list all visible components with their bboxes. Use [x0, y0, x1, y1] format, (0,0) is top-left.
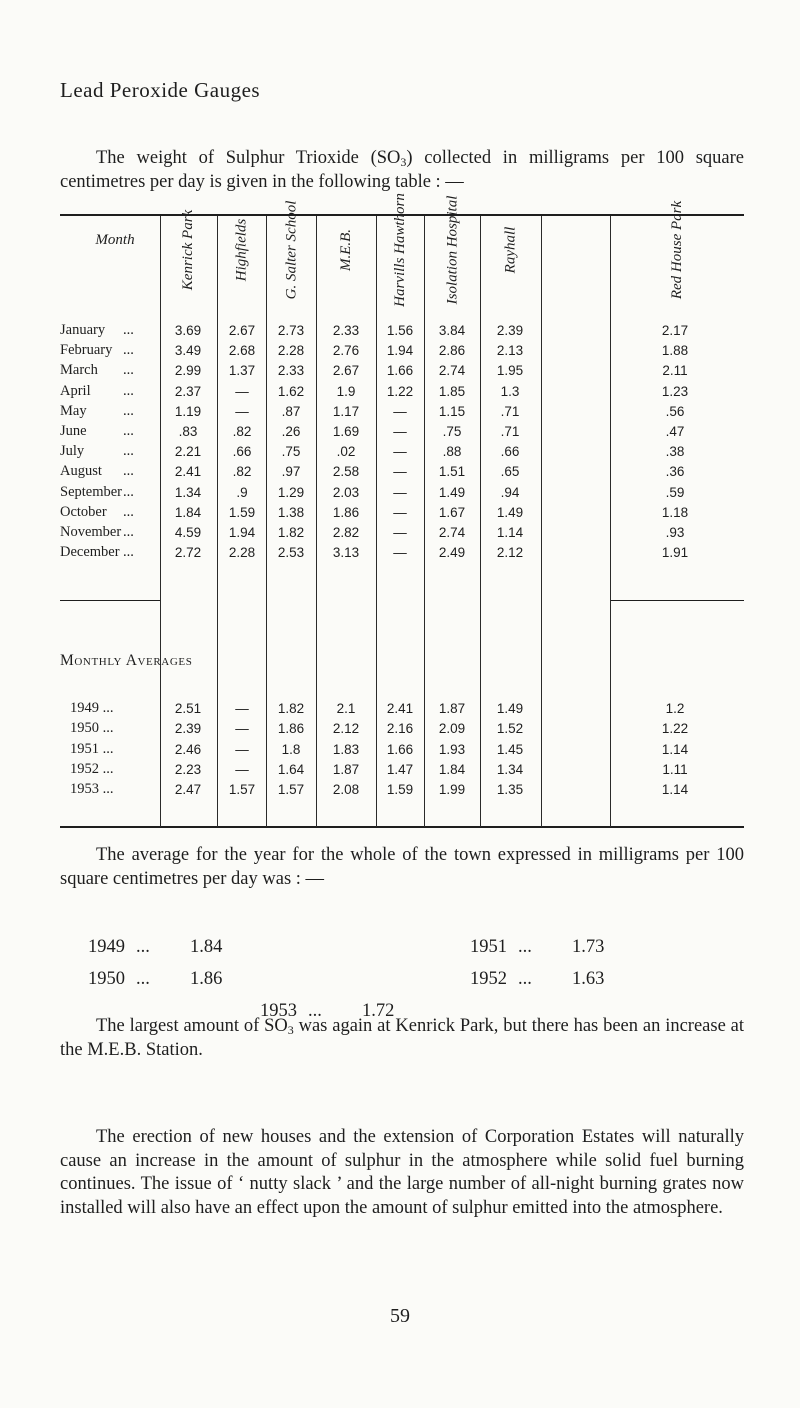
column-header: G. Salter School	[283, 200, 299, 300]
monthly-averages-heading	[60, 652, 192, 670]
table-cell: 1.95	[496, 363, 524, 379]
table-cell: .56	[665, 403, 685, 419]
column-header: Highfields	[233, 218, 250, 282]
year-average-dots: ...	[136, 969, 150, 989]
row-label: March	[60, 362, 98, 379]
table-cell: 2.72	[174, 545, 202, 561]
column-header: Harvills Hawthorn	[392, 193, 409, 307]
row-label: 1952 ...	[70, 760, 114, 777]
table-cell: 2.49	[438, 545, 466, 561]
table-cell: 2.67	[228, 323, 256, 338]
table-cell: 1.59	[386, 782, 414, 798]
table-cell: 1.14	[496, 525, 524, 540]
table-cell: 1.64	[277, 761, 305, 777]
column-rule	[217, 216, 218, 827]
year-average-value: 1.63	[572, 969, 605, 989]
year-average-dots: ...	[518, 937, 532, 957]
table-cell: 2.33	[332, 323, 360, 338]
average-paragraph: The average for the year for the whole of the town expressed in milligrams per 100 square centimetres per day was : —	[60, 845, 744, 889]
table-cell: 2.74	[438, 363, 466, 379]
table-cell: 1.14	[661, 782, 689, 798]
table-cell: 3.84	[438, 323, 466, 338]
leader-dots: ...	[123, 463, 134, 480]
table-cell: 1.52	[496, 721, 524, 737]
leader-dots: ...	[123, 362, 134, 379]
table-cell: —	[393, 444, 407, 460]
row-label: February	[60, 342, 113, 359]
table-cell: 1.49	[496, 504, 524, 520]
table-cell: 2.23	[174, 761, 202, 777]
row-label: June	[60, 423, 87, 439]
year-average-dots: ...	[308, 1001, 322, 1021]
table-cell: 1.51	[438, 464, 466, 480]
table-cell: 1.37	[228, 363, 256, 379]
year-average-dots: ...	[518, 969, 532, 989]
page-number: 59	[390, 1305, 410, 1327]
table-cell: —	[235, 701, 249, 716]
table-cell: 2.28	[277, 343, 305, 359]
table-cell: 1.94	[228, 525, 256, 540]
table-cell: 1.14	[661, 741, 689, 757]
column-rule	[316, 216, 317, 827]
year-average-value: 1.84	[190, 937, 223, 957]
row-label: 1953 ...	[70, 781, 114, 798]
table-cell: —	[235, 741, 249, 757]
table-cell: 1.29	[277, 484, 305, 500]
leader-dots: ...	[123, 483, 134, 500]
table-cell: 1.87	[438, 701, 466, 716]
table-cell: .82	[232, 424, 252, 439]
table-cell: 1.15	[438, 403, 466, 419]
erection-paragraph: The erection of new houses and the extension of Corporation Estates will naturally cause an increase in the amount of sulphur in the atmosphere while solid fuel burning continues. The issue of ‘ nutty slack ’ and the large number of all-night burning grates now installed will also have an effect upon the amount of sulphur emitted into the atmosphere.	[60, 1127, 744, 1218]
table-cell: .71	[500, 424, 520, 439]
table-cell: 1.57	[228, 782, 256, 798]
table-cell: 2.41	[386, 701, 414, 716]
column-rule	[376, 216, 377, 827]
table-cell: —	[393, 504, 407, 520]
row-label: November	[60, 524, 122, 540]
table-cell: 2.39	[496, 323, 524, 338]
table-cell: 1.87	[332, 761, 360, 777]
table-mid-rule-right	[610, 600, 744, 601]
table-cell: 1.91	[661, 545, 689, 561]
table-cell: 1.85	[438, 383, 466, 399]
table-cell: .59	[665, 484, 685, 500]
table-cell: .94	[500, 484, 520, 500]
year-average-dots: ...	[136, 937, 150, 957]
page-title: Lead Peroxide Gauges	[60, 78, 261, 102]
leader-dots: ...	[123, 423, 134, 439]
table-cell: 2.08	[332, 782, 360, 798]
table-cell: 2.58	[332, 464, 360, 480]
table-cell: .82	[232, 464, 252, 480]
table-cell: —	[235, 383, 249, 399]
table-cell: 2.82	[332, 525, 360, 540]
table-cell: —	[393, 403, 407, 419]
table-cell: 1.23	[661, 383, 689, 399]
table-cell: 3.49	[174, 343, 202, 359]
column-rule	[424, 216, 425, 827]
table-cell: 1.83	[332, 741, 360, 757]
table-cell: 1.19	[174, 403, 202, 419]
table-cell: 1.82	[277, 525, 305, 540]
table-cell: 2.33	[277, 363, 305, 379]
table-cell: 2.74	[438, 525, 466, 540]
table-cell: 2.28	[228, 545, 256, 561]
table-cell: 1.22	[386, 383, 414, 399]
table-bottom-rule	[60, 826, 744, 828]
table-cell: 2.21	[174, 444, 202, 460]
table-cell: .75	[281, 444, 301, 460]
year-average-year: 1950	[88, 969, 125, 989]
table-cell: —	[393, 484, 407, 500]
table-cell: 2.73	[277, 323, 305, 338]
table-cell: 1.67	[438, 504, 466, 520]
table-cell: 1.49	[438, 484, 466, 500]
table-cell: —	[393, 424, 407, 439]
leader-dots: ...	[123, 382, 134, 399]
table-cell: 1.86	[277, 721, 305, 737]
table-cell: 1.69	[332, 424, 360, 439]
table-cell: 3.69	[174, 323, 202, 338]
table-cell: 1.82	[277, 701, 305, 716]
column-rule	[266, 216, 267, 827]
table-cell: 2.41	[174, 464, 202, 480]
largest-amount-paragraph: The largest amount of $SO_3$ was again at Kenrick Park, but there has been an increase at the M.E.B. Station.	[60, 1016, 745, 1060]
table-cell: 1.84	[174, 504, 202, 520]
table-cell: 3.13	[332, 545, 360, 561]
table-cell: 2.53	[277, 545, 305, 561]
table-cell: .87	[281, 403, 301, 419]
table-cell: 2.1	[336, 701, 356, 716]
table-cell: 2.68	[228, 343, 256, 359]
row-label: May	[60, 402, 87, 419]
year-average-value: 1.73	[572, 937, 605, 957]
year-average-year: 1951	[470, 937, 507, 957]
month-column-header: Month	[95, 232, 135, 248]
column-header: Isolation Hospital	[444, 195, 461, 305]
table-cell: 2.47	[174, 782, 202, 798]
table-cell: 1.34	[174, 484, 202, 500]
table-cell: 1.66	[386, 363, 414, 379]
table-cell: 1.62	[277, 383, 305, 399]
column-header: Rayhall	[502, 226, 519, 274]
leader-dots: ...	[123, 524, 134, 540]
table-cell: 1.49	[496, 701, 524, 716]
table-cell: 1.11	[662, 761, 688, 777]
year-average-year: 1953	[260, 1001, 297, 1021]
year-average-value: 1.86	[190, 969, 223, 989]
table-cell: 1.88	[661, 343, 689, 359]
row-label: December	[60, 544, 120, 561]
leader-dots: ...	[123, 322, 134, 338]
table-cell: 1.34	[496, 761, 524, 777]
table-cell: 1.35	[496, 782, 524, 798]
table-cell: 1.94	[386, 343, 414, 359]
column-header: M.E.B.	[337, 228, 354, 272]
table-mid-rule-left	[60, 600, 160, 601]
row-label: August	[60, 463, 102, 480]
table-cell: 2.09	[438, 721, 466, 737]
table-cell: .93	[665, 525, 685, 540]
table-cell: 2.03	[332, 484, 360, 500]
table-cell: —	[235, 761, 249, 777]
table-cell: 1.47	[386, 761, 414, 777]
column-rule	[160, 216, 161, 827]
table-cell: 1.59	[228, 504, 256, 520]
table-cell: 2.46	[174, 741, 202, 757]
table-cell: .9	[236, 484, 248, 500]
table-cell: .66	[232, 444, 252, 460]
table-cell: —	[393, 464, 407, 480]
table-cell: 2.12	[332, 721, 360, 737]
column-rule	[610, 216, 611, 827]
table-cell: 2.99	[174, 363, 202, 379]
year-average-value: 1.72	[362, 1001, 395, 1021]
table-cell: 1.86	[332, 504, 360, 520]
row-label: 1951 ...	[70, 740, 114, 757]
table-cell: .83	[178, 424, 198, 439]
monthly-averages-heading-text: Monthly Averages	[60, 652, 193, 669]
table-cell: 4.59	[174, 525, 202, 540]
row-label: April	[60, 382, 91, 399]
table-cell: .02	[336, 444, 356, 460]
table-cell: 2.76	[332, 343, 360, 359]
table-cell: 1.99	[438, 782, 466, 798]
table-cell: .65	[500, 464, 520, 480]
table-cell: 1.2	[665, 701, 685, 716]
table-cell: 1.66	[386, 741, 414, 757]
table-cell: 2.11	[662, 363, 688, 379]
table-cell: 2.67	[332, 363, 360, 379]
row-label: 1949 ...	[70, 700, 114, 716]
table-cell: 2.37	[174, 383, 202, 399]
table-cell: .47	[665, 424, 685, 439]
table-cell: 2.17	[661, 323, 689, 338]
row-label: July	[60, 443, 85, 460]
leader-dots: ...	[123, 402, 134, 419]
table-cell: 2.86	[438, 343, 466, 359]
row-label: September	[60, 483, 123, 500]
column-rule	[541, 216, 542, 827]
year-average-year: 1952	[470, 969, 507, 989]
leader-dots: ...	[123, 443, 134, 460]
leader-dots: ...	[123, 342, 134, 359]
row-label: October	[60, 503, 107, 520]
table-cell: 2.13	[496, 343, 524, 359]
leader-dots: ...	[123, 544, 134, 561]
table-cell: 1.57	[277, 782, 305, 798]
table-cell: 1.3	[500, 383, 520, 399]
table-cell: 2.12	[496, 545, 524, 561]
table-cell: 2.39	[174, 721, 202, 737]
row-label: 1950 ...	[70, 720, 114, 737]
table-cell: .38	[665, 444, 685, 460]
table-cell: —	[393, 545, 407, 561]
table-cell: .36	[665, 464, 685, 480]
table-cell: 2.51	[174, 701, 202, 716]
table-cell: 1.45	[496, 741, 524, 757]
table-cell: 1.18	[661, 504, 689, 520]
table-cell: .97	[281, 464, 301, 480]
year-average-year: 1949	[88, 937, 125, 957]
table-cell: —	[393, 525, 407, 540]
column-header: Kenrick Park	[180, 209, 197, 291]
column-rule	[480, 216, 481, 827]
intro-paragraph: The weight of Sulphur Trioxide $(SO_3)$ collected in milligrams per 100 square centimetres per day is given in the following table : —	[60, 148, 745, 192]
row-label: January	[60, 322, 106, 338]
table-cell: 1.9	[336, 383, 356, 399]
table-cell: .88	[442, 444, 462, 460]
table-cell: 1.17	[332, 403, 360, 419]
column-header: Red House Park	[669, 200, 685, 300]
table-cell: 1.56	[386, 323, 414, 338]
table-cell: 2.16	[386, 721, 414, 737]
table-cell: .26	[281, 424, 301, 439]
table-cell: 1.93	[438, 741, 466, 757]
table-cell: .66	[500, 444, 520, 460]
table-cell: —	[235, 403, 249, 419]
table-cell: 1.38	[277, 504, 305, 520]
table-cell: .75	[442, 424, 462, 439]
table-cell: 1.22	[661, 721, 689, 737]
leader-dots: ...	[123, 503, 134, 520]
table-cell: 1.84	[438, 761, 466, 777]
table-cell: 1.8	[281, 741, 301, 757]
table-cell: .71	[500, 403, 520, 419]
table-cell: —	[235, 721, 249, 737]
